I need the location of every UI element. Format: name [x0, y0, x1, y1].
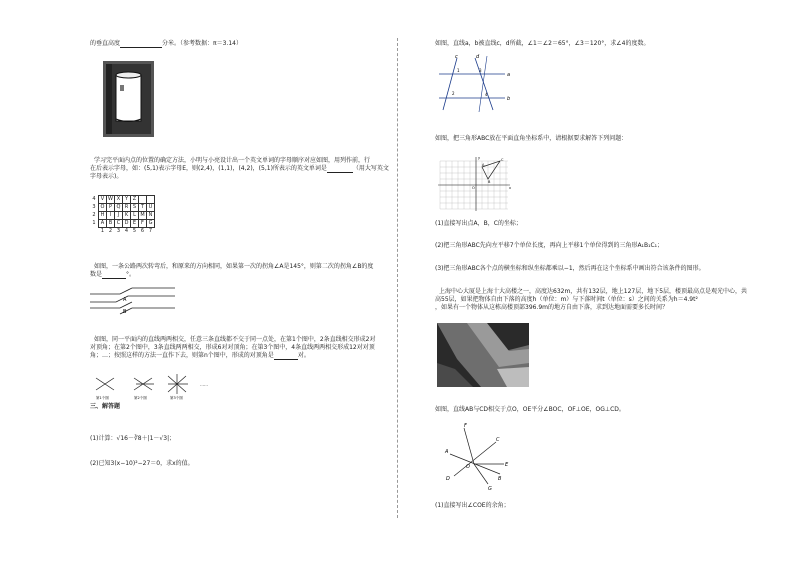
answer-blank	[120, 40, 162, 48]
road-figure	[90, 286, 180, 316]
label-b: B	[123, 309, 127, 315]
column-divider	[397, 38, 398, 518]
lines-figures	[92, 372, 222, 402]
parallel-figure	[435, 52, 515, 114]
label-b: B	[498, 476, 502, 482]
triangle-sub-2: (2)把三角形ABC先向左平移7个单位长度，再向上平移1个单位得到的三角形A₁B₁C₁；	[435, 242, 664, 249]
triangle-sub-1: (1)直接写出点A，B，C的坐标；	[435, 220, 522, 227]
label-b: b	[507, 96, 511, 102]
label-d: D	[446, 476, 450, 482]
calc-1: (1)计算：√16－∛8＋|1－√3|；	[90, 435, 176, 442]
q-angles: 如图，直线AB与CD相交于点O，OE平分∠BOC，OF⊥OE，OG⊥CD。	[435, 406, 625, 413]
q-lines: 如图，同一平面内的直线两两相交，任意三条直线都不交于同一点处，在第1个图中，2条直线相交形成2对 对顶角；在第2个图中，3条直线两两相交，形成6对对顶角；在第3个图中，4条直线两两相交形成12对对顶 角；…；按照这样的方法一直作下去，则第n个图中，形成的对顶角是 对。	[90, 336, 376, 359]
q-tower: 上海中心大厦是上海十大高楼之一，高度达632m，共有132层，地上127层，地下5层，楼顶最高点是观光中心，共 高55层，如果把物体自由下落的高度h（单位：m）与下落时间t（单位：s）之间的关系为h＝4.9t² ，如果有一个物体从这栋高楼顶部396.9m的地方自由下落，求到达地面需要多长时间？	[435, 288, 748, 311]
angles-figure	[440, 418, 520, 492]
calc-2: (2)已知3(x−10)²−27＝0，求x的值。	[90, 460, 194, 467]
fig-label-3: 第3个图	[170, 396, 183, 400]
label-y: y	[478, 156, 481, 160]
angle-2: 2	[452, 91, 455, 96]
label-b: B	[488, 180, 491, 184]
cylinder-photo	[103, 61, 154, 137]
q-parallel: 如图，直线a，b被直线c，d所截，∠1＝∠2＝65°，∠3＝120°，求∠4的度数。	[435, 40, 650, 47]
section-title: 三、解答题	[90, 403, 121, 410]
fig-label-2: 第2个图	[134, 396, 147, 400]
fig-label-1: 第1个图	[96, 396, 109, 400]
letter-grid: 4 V W X Y Z 3 O P Q R S T U 2 H I J K L M N 1 A B C D E F G 1 2 3 4 5 6 7	[90, 195, 155, 235]
label-x: x	[509, 186, 512, 190]
fig-dots: ……	[200, 382, 208, 387]
label-a: A	[123, 297, 127, 303]
angle-3: 3	[479, 68, 482, 73]
label-c: c	[455, 54, 458, 60]
angles-sub-1: (1)直接写出∠COE的余角；	[435, 502, 510, 509]
label-a: A	[482, 163, 485, 167]
answer-blank	[327, 165, 353, 173]
label-o: O	[472, 186, 475, 190]
angle-4: 4	[485, 92, 488, 97]
q-triangle: 如图，把三角形ABC放在平面直角坐标系中，请根据要求解答下列问题：	[435, 135, 628, 142]
label-a: A	[445, 449, 449, 455]
answer-blank	[274, 352, 298, 360]
label-a: a	[507, 72, 511, 78]
label-c: C	[501, 158, 504, 162]
angle-1: 1	[457, 68, 460, 73]
q-height-tail: 的垂直高度 分米。（参考数据：π＝3.14）	[90, 40, 242, 47]
answer-blank	[102, 271, 126, 279]
coordinate-figure	[436, 155, 512, 213]
tower-photo	[437, 323, 529, 387]
label-c: C	[496, 437, 500, 443]
q-road: 如图，一条公路两次转弯后，和原来的方向相同，如果第一次的拐角∠A是145°，则第二次的拐角∠B的度 数是 °。	[90, 263, 374, 278]
label-d: d	[476, 54, 480, 60]
label-g: G	[488, 486, 492, 492]
q-letters: 学习完平面内点的位置的确定方法，小明与小亮设计出一个英文单词的字母顺序对应如图，用列作前，行 在后表示字母，如：(5,1)表示字母E，则(2,4)，(1,1)，(4,2)，(5,1)所表示的英文单词是 （用大写英文 字母表示)。	[90, 157, 389, 180]
triangle-sub-3: (3)把三角形ABC各个点的横坐标和纵坐标都乘以−1，然后再在这个坐标系中画出符合该条件的图形。	[435, 265, 705, 272]
label-e: E	[505, 462, 509, 468]
label-o: O	[466, 464, 470, 470]
label-f: F	[464, 423, 467, 429]
